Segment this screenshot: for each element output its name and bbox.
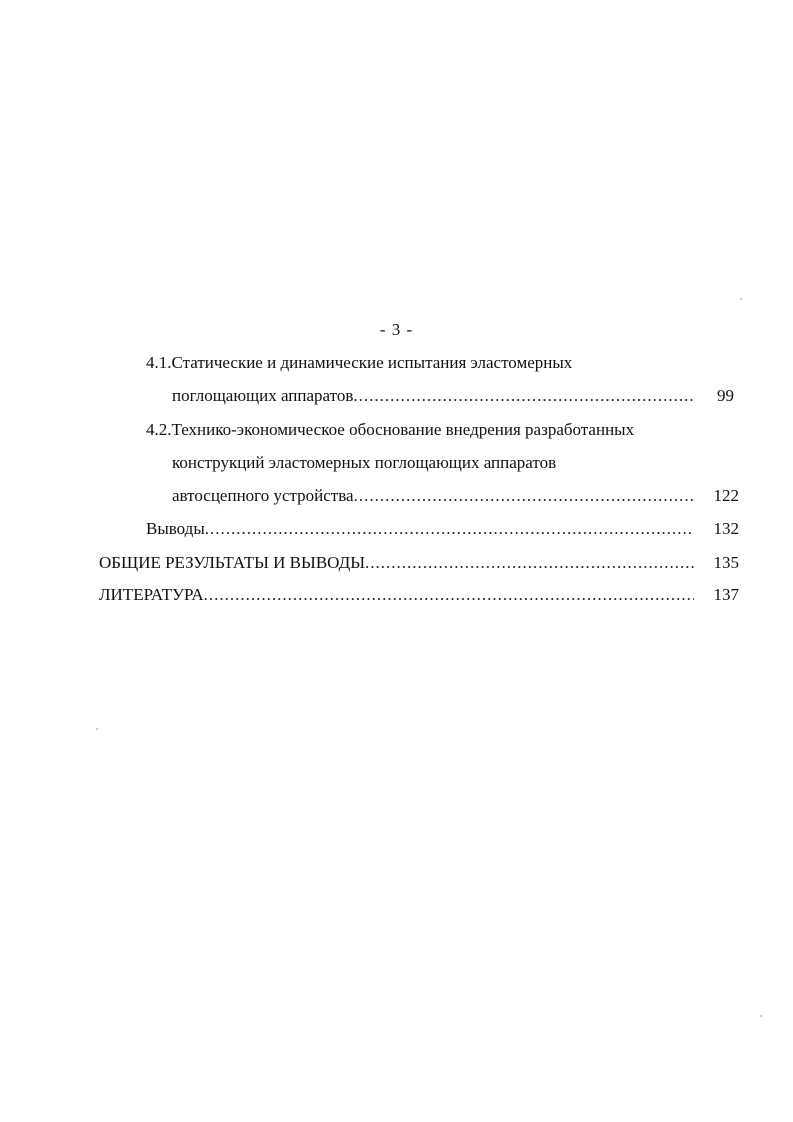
toc-entry-4-1-page: 99: [717, 386, 734, 405]
toc-entry-general-results-title: ОБЩИЕ РЕЗУЛЬТАТЫ И ВЫВОДЫ: [99, 553, 366, 572]
dot-leader: [354, 486, 694, 506]
dot-leader: [204, 585, 694, 605]
toc-entry-4-1-title-last-line: поглощающих аппаратов: [172, 386, 354, 405]
scan-speck: [760, 1015, 762, 1017]
dot-leader: [205, 519, 694, 539]
dot-leader: [353, 386, 694, 406]
toc-entry-conclusions-page: 132: [713, 519, 739, 538]
dot-leader: [365, 553, 694, 573]
toc-entry-literature[interactable]: [99, 585, 694, 605]
toc-entry-conclusions-title: Выводы: [146, 519, 205, 538]
toc-entry-literature-page: 137: [713, 585, 739, 604]
toc-entry-4-2-title-line-2: конструкций эластомерных поглощающих аппаратов: [172, 453, 557, 472]
toc-entry-4-2-page: 122: [713, 486, 739, 505]
toc-entry-4-1[interactable]: [172, 386, 694, 406]
toc-entry-general-results[interactable]: [99, 553, 694, 573]
scan-speck: [96, 728, 98, 730]
toc-entry-4-1-title-line-1: 4.1.Статические и динамические испытания эластомерных: [146, 353, 573, 372]
toc-entry-literature-title: ЛИТЕРАТУРА: [99, 585, 204, 604]
toc-entry-general-results-page: 135: [713, 553, 739, 572]
toc-entry-4-2-title-line-1: 4.2.Технико-экономическое обоснование внедрения разработанных: [146, 420, 635, 439]
toc-entry-4-2-title-last-line: автосцепного устройства: [172, 486, 354, 505]
scan-speck: [740, 298, 742, 300]
toc-entry-4-2[interactable]: [172, 486, 694, 506]
toc-entry-conclusions[interactable]: [146, 519, 694, 539]
page-number: - 3 -: [379, 320, 414, 339]
